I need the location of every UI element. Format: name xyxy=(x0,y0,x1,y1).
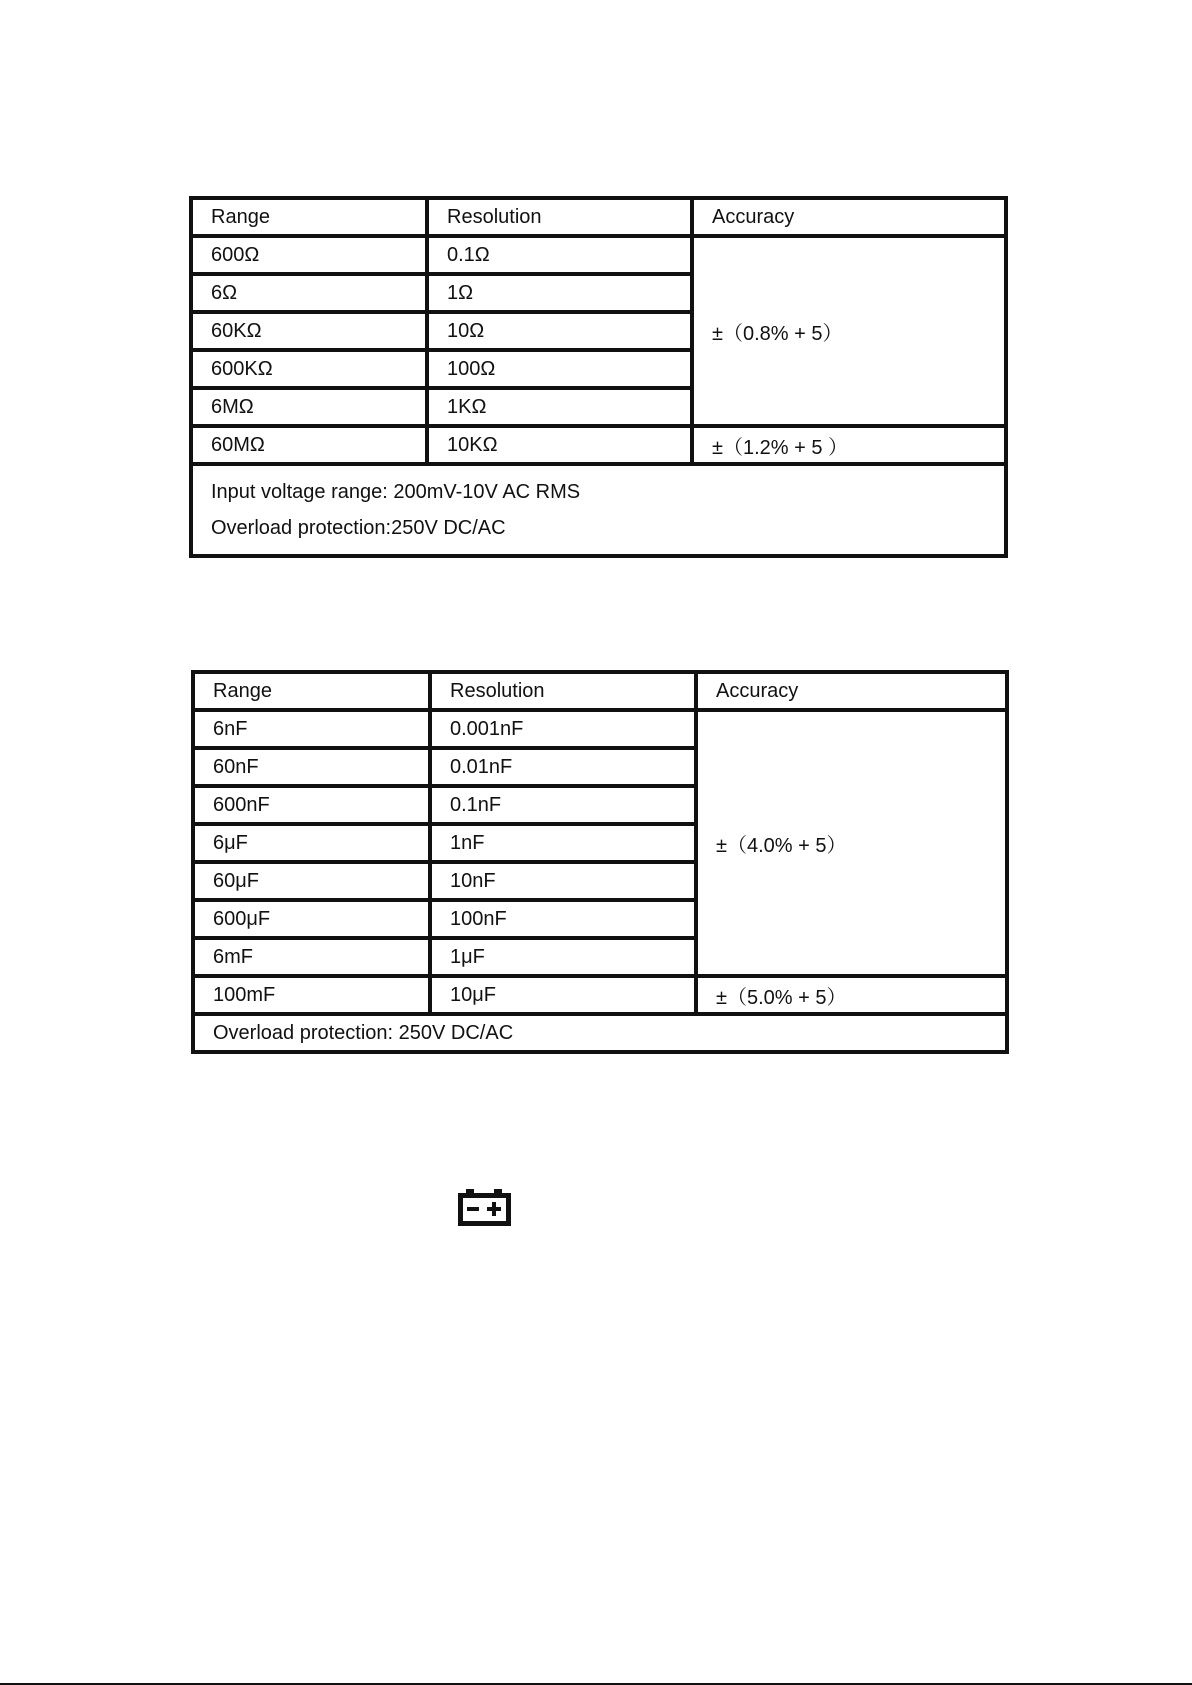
table-row xyxy=(193,976,1007,1014)
resolution-cell: 0.1nF xyxy=(430,786,696,824)
table-header-row xyxy=(193,672,1007,710)
range-cell: 60MΩ xyxy=(191,426,427,464)
resolution-cell: 10μF xyxy=(430,976,696,1014)
resolution-cell: 0.1Ω xyxy=(427,236,692,274)
resolution-cell: 10KΩ xyxy=(427,426,692,464)
resolution-cell: 100Ω xyxy=(427,350,692,388)
range-cell: 600Ω xyxy=(191,236,427,274)
range-cell: 60KΩ xyxy=(191,312,427,350)
header-resolution: Resolution xyxy=(430,672,696,710)
resistance-spec-table xyxy=(189,196,1008,558)
notes-cell xyxy=(191,464,1006,556)
range-cell: 60μF xyxy=(193,862,430,900)
resolution-cell: 1nF xyxy=(430,824,696,862)
resolution-cell: 1KΩ xyxy=(427,388,692,426)
accuracy-cell: ±（4.0% + 5） xyxy=(696,710,1007,976)
accuracy-cell: ±（1.2% + 5 ） xyxy=(692,426,1006,464)
resolution-cell: 1μF xyxy=(430,938,696,976)
range-cell: 600KΩ xyxy=(191,350,427,388)
header-accuracy: Accuracy xyxy=(692,198,1006,236)
range-cell: 600nF xyxy=(193,786,430,824)
overload-note: Overload protection: 250V DC/AC xyxy=(213,1021,514,1044)
range-cell: 100mF xyxy=(193,976,430,1014)
notes-cell xyxy=(193,1014,1007,1052)
table-header-row xyxy=(191,198,1006,236)
range-cell: 6μF xyxy=(193,824,430,862)
table-row xyxy=(191,426,1006,464)
resolution-cell: 1Ω xyxy=(427,274,692,312)
resolution-cell: 10nF xyxy=(430,862,696,900)
resolution-cell: 100nF xyxy=(430,900,696,938)
range-cell: 600μF xyxy=(193,900,430,938)
header-range: Range xyxy=(191,198,427,236)
table-row xyxy=(191,236,1006,274)
range-cell: 6nF xyxy=(193,710,430,748)
accuracy-cell: ±（5.0% + 5） xyxy=(696,976,1007,1014)
resolution-cell: 0.001nF xyxy=(430,710,696,748)
range-cell: 60nF xyxy=(193,748,430,786)
range-cell: 6mF xyxy=(193,938,430,976)
header-range: Range xyxy=(193,672,430,710)
table-notes-row xyxy=(191,464,1006,556)
resolution-cell: 0.01nF xyxy=(430,748,696,786)
table-notes-row xyxy=(193,1014,1007,1052)
range-cell: 6Ω xyxy=(191,274,427,312)
accuracy-cell: ±（0.8% + 5） xyxy=(692,236,1006,426)
input-voltage-note: Input voltage range: 200mV-10V AC RMS xyxy=(211,481,581,503)
overload-note: Overload protection:250V DC/AC xyxy=(211,517,506,539)
header-accuracy: Accuracy xyxy=(696,672,1007,710)
battery-icon xyxy=(458,1189,511,1226)
header-resolution: Resolution xyxy=(427,198,692,236)
resolution-cell: 10Ω xyxy=(427,312,692,350)
capacitance-spec-table xyxy=(191,670,1009,1054)
table-row xyxy=(193,710,1007,748)
range-cell: 6MΩ xyxy=(191,388,427,426)
